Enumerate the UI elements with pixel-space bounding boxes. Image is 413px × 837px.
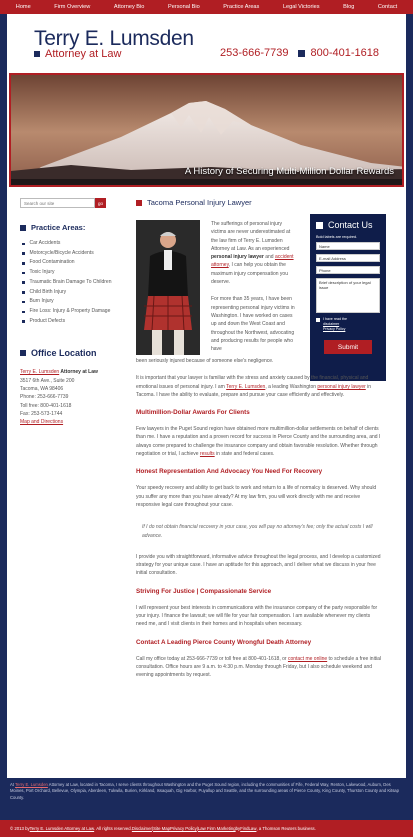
office-tollfree: Toll free: 800-401-1618 [20, 402, 72, 409]
practice-item[interactable]: Traumatic Brain Damage To Children [20, 278, 126, 288]
nav-home[interactable]: Home [15, 4, 31, 10]
intro-text-b: personal injury lawyer [211, 254, 264, 261]
practice-item[interactable]: Product Defects [20, 317, 126, 327]
practice-areas-list [20, 239, 126, 326]
p4-text-a: Few lawyers in the Puget Sound region have obtained more multimillion-dollar settlements on behalf of clients than me. I have a reputation and a proven record for success in Pierce County and the surrounding area, and I always come prepared to challenge the insurance company and obtain favorable resolution. Whether through negotiation or trial, I achieve [136, 426, 381, 458]
top-nav [0, 0, 413, 14]
footer-separator: | [151, 826, 154, 831]
p3-text-a: It is important that your lawyer is familiar with the stress and anxiety caused by the financial, physical and emotional issues of personal injury. I am [136, 375, 369, 390]
nav-blog[interactable]: Blog [343, 4, 355, 10]
footer-bar [0, 820, 413, 837]
intro-text-d: , I can help you obtain the maximum injury compensation you deserve. [211, 262, 288, 286]
nav-personal-bio[interactable]: Personal Bio [167, 4, 200, 10]
square-bullet-icon [20, 225, 26, 231]
footer-firm-link[interactable]: Terry E. Lumsden [15, 782, 48, 787]
footer-text [0, 782, 413, 801]
office-city: Tacoma, WA 98406 [20, 385, 64, 392]
disclaimer-link[interactable]: disclaimer [323, 322, 340, 326]
footer-text-b: Attorney at Law, located in Tacoma, I serve clients throughout Washington and the Puget Sound region, including the communities of Fife, Federal Way, Renton, Lakewood, Auburn, Des Moines, Port Orchard, Bellevue, Olympia, Aberdeen, Tukwila, Burien, Kirkland, Issaquah, Gig Harbor, Puyallup and Seattle, and the surrounding areas of Pierce County, King County, Thurston County and Kitsap County. [10, 782, 399, 800]
practice-item[interactable]: Food Contamination [20, 258, 126, 268]
footer-privacy-link[interactable]: Privacy Policy [170, 826, 197, 831]
rights-text: . All rights reserved. [94, 826, 132, 831]
sidebar [20, 198, 126, 426]
practice-item[interactable]: Child Birth Injury [20, 288, 126, 298]
firm-logo-name[interactable]: Terry E. Lumsden [34, 27, 194, 50]
practice-item[interactable]: Burn Injury [20, 297, 126, 307]
section-heading-awards: Multimillion-Dollar Awards For Clients [136, 409, 250, 417]
intro-text-c: and [263, 254, 275, 261]
legal-issue-textarea[interactable]: Brief description of your legal issue [316, 278, 380, 313]
intro-paragraph-2: For more than 35 years, I have been representing personal injury victims in Washington. I have worked on cases up and down the West Coast and throughout the Northwest, advocating and producing results for people who have [211, 296, 295, 353]
office-street: 3517 6th Ave., Suite 200 [20, 377, 75, 384]
page-title-text: Tacoma Personal Injury Lawyer [147, 198, 252, 207]
section-heading-contact: Contact A Leading Pierce County Wrongful Death Attorney [136, 638, 312, 646]
footer-by-text: by [235, 826, 241, 831]
footer-findlaw-link[interactable]: FindLaw [240, 826, 257, 831]
nav-practice-areas[interactable]: Practice Areas [223, 4, 260, 10]
nav-contact[interactable]: Contact [377, 4, 398, 10]
footer-text-a: At [10, 782, 16, 787]
practice-item[interactable]: Motorcycle/Bicycle Accidents [20, 249, 126, 259]
results-link[interactable]: results [199, 451, 215, 458]
square-bullet-icon [34, 51, 40, 57]
copyright-text: © 2013 by [10, 826, 30, 831]
subtitle-text: Attorney at Law [45, 48, 122, 60]
page-title [136, 198, 382, 207]
footer-sitemap-link[interactable]: Site Map [153, 826, 171, 831]
privacy-policy-link[interactable]: Privacy Policy [323, 327, 346, 331]
nav-attorney-bio[interactable]: Attorney Bio [113, 4, 145, 10]
header-phones [220, 47, 379, 59]
square-bullet-icon [20, 350, 26, 356]
name-field[interactable]: Name [316, 242, 380, 250]
map-directions-link[interactable]: Map and Directions [20, 419, 64, 426]
attorney-name-link[interactable]: Terry E. Lumsden [226, 383, 266, 390]
email-field[interactable]: E-mail Address [316, 254, 380, 262]
office-location-heading [20, 348, 126, 358]
attorney-photo [136, 220, 200, 355]
accident-attorney-link[interactable]: accident attorney [211, 254, 294, 269]
square-bullet-icon [136, 200, 142, 206]
office-firm-link[interactable]: Terry E. Lumsden [20, 369, 60, 376]
office-firm-line [20, 368, 126, 376]
p8-text-b: to schedule a free initial consultation. Office hours are 9 a.m. to 4:30 p.m. Monday through Friday, but I also schedule weekend and evening appointments by request. [136, 655, 382, 679]
agree-label: I have read the [323, 317, 347, 321]
paragraph-striving: I will represent your best interests in communications with the insurance company of the party responsible for your injury. I finance the lawsuit; we will file for your fair compensation. I am available whenever my clients need me, and I visit clients in their homes and in hospitals when necessary. [136, 604, 378, 628]
personal-injury-lawyer-link[interactable]: personal injury lawyer [317, 383, 366, 390]
fee-quote: If I do not obtain financial recovery in your case, you will pay no attorney's fee; only the actual costs I will advance. [142, 524, 373, 539]
paragraph-familiar [136, 374, 382, 399]
contact-online-link[interactable]: contact me online [287, 655, 328, 662]
site-header [7, 14, 406, 72]
paragraph-advice: I provide you with straightforward, informative advice throughout the legal process, and I develop a customized strategy for your unique case. I have an aptitude for this approach, and I deliver what we discuss in your free initial consultation. [136, 553, 381, 577]
footer-marketing-link[interactable]: Law Firm Marketing [197, 826, 236, 831]
attorney-portrait [136, 220, 200, 355]
footer-thomson-text: , a Thomson Reuters business. [256, 826, 316, 831]
search-row [20, 198, 126, 208]
search-button[interactable]: go [95, 198, 106, 208]
practice-item[interactable]: Toxic Injury [20, 268, 126, 278]
intro-text [211, 220, 295, 362]
nav-legal-victories[interactable]: Legal Victories [282, 4, 320, 10]
intro-paragraph-2-tail: been seriously injured because of someone else's negligence. [136, 358, 274, 364]
intro-section [136, 220, 382, 370]
office-phone: Phone: 253-666-7739 [20, 394, 69, 401]
main-content [136, 198, 382, 689]
hero-caption: A History of Securing Multi-Million Dollar Rewards [184, 166, 394, 177]
practice-item[interactable]: Fire Loss: Injury & Property Damage [20, 307, 126, 317]
phone-local[interactable]: 253-666-7739 [219, 47, 289, 59]
p4-text-b: in state and federal cases. [214, 451, 275, 458]
square-bullet-icon [298, 50, 305, 57]
hero-banner [9, 73, 404, 187]
p3-text-c: in Tacoma. I have the ability to evaluate, prepare and pursue your case efficiently and effectively. [136, 383, 372, 398]
submit-button[interactable]: Submit [324, 340, 372, 354]
firm-logo-subtitle [34, 48, 121, 60]
section-heading-honest: Honest Representation And Advocacy You Need For Recovery [136, 468, 323, 476]
contact-form-title: Contact Us [328, 220, 373, 230]
footer-separator: | [196, 826, 198, 831]
paragraph-awards [136, 425, 382, 458]
p8-text-a: Call my office today at 253-666-7739 or toll free at 800-401-1618, or [136, 655, 288, 662]
intro-paragraph-1 [211, 220, 295, 286]
office-address [20, 368, 126, 426]
footer-copyright-firm-link[interactable]: Terry E. Lumsden Attorney at Law [29, 826, 95, 831]
phone-tollfree[interactable]: 800-401-1618 [310, 47, 379, 59]
practice-item[interactable]: Car Accidents [20, 239, 126, 249]
office-firm-rest: Attorney at Law [59, 369, 98, 376]
section-heading-striving: Striving For Justice | Compassionate Service [136, 587, 272, 595]
nav-firm-overview[interactable]: Firm Overview [54, 4, 91, 10]
office-fax: Fax: 253-573-1744 [20, 410, 63, 417]
practice-areas-heading [20, 223, 126, 232]
paragraph-honest: Your speedy recovery and ability to get back to work and return to a life of normalcy is deserved. Why should you suffer any more than you have already? At my law firm, you will work directly with me and receive responsive legal care throughout your case. [136, 485, 377, 508]
footer-disclaimer-link[interactable]: Disclaimer [131, 826, 152, 831]
required-note: Bold labels are required. [316, 235, 358, 239]
practice-areas-title: Practice Areas: [31, 223, 86, 232]
search-input[interactable] [20, 198, 95, 208]
intro-text-a: The sufferings of personal injury victims are never underestimated at the law firm of Terry E. Lumsden Attorney at Law. As an experienced [211, 221, 291, 252]
office-location-title: Office Location [31, 348, 97, 359]
p3-text-b: , a leading Washington [265, 383, 318, 390]
paragraph-contact [136, 655, 382, 680]
phone-field[interactable]: Phone [316, 266, 380, 274]
